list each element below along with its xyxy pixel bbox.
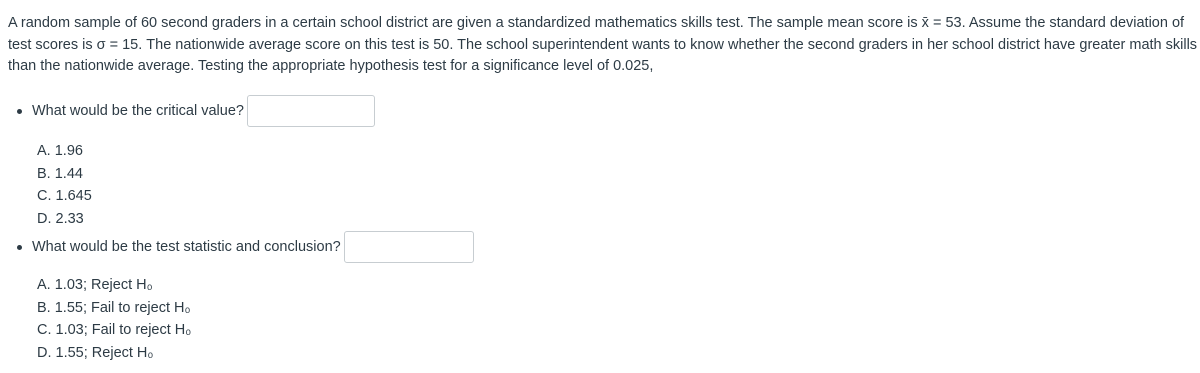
- option-item: A. 1.03; Reject H₀: [37, 277, 153, 293]
- question-2-prompt: What would be the test statistic and conclusion?: [32, 239, 341, 255]
- question-2-answer-input[interactable]: [344, 231, 474, 263]
- option-item: D. 1.55; Reject H₀: [37, 344, 154, 361]
- option-item: B. 1.55; Fail to reject H₀: [37, 299, 191, 316]
- bullet-icon: [17, 245, 22, 250]
- question-1-prompt: What would be the critical value?: [32, 103, 244, 119]
- question-1-answer-input[interactable]: [247, 95, 375, 127]
- option-item: C. 1.03; Fail to reject H₀: [37, 322, 192, 338]
- question-2-options: [37, 274, 191, 364]
- option-item: B. 1.44: [37, 165, 83, 182]
- problem-statement: A random sample of 60 second graders in a certain school district are given a standardized mathematics skills test. The sample mean score is x̄ = 53. Assume the standard deviation of test scores is σ = 15. The nationwide average score on this test is 50. The school superintendent wants to know whether the second graders in her school district have greater math skills than the nationwide average. Testing the appropriate hypothesis test for a significance level of 0.025,: [8, 15, 1198, 74]
- option-item: A. 1.96: [37, 143, 83, 159]
- option-item: C. 1.645: [37, 188, 92, 204]
- question-2: [17, 231, 474, 263]
- question-1-options: [37, 140, 92, 230]
- bullet-icon: [17, 109, 22, 114]
- option-item: D. 2.33: [37, 210, 84, 227]
- question-1: [17, 95, 375, 127]
